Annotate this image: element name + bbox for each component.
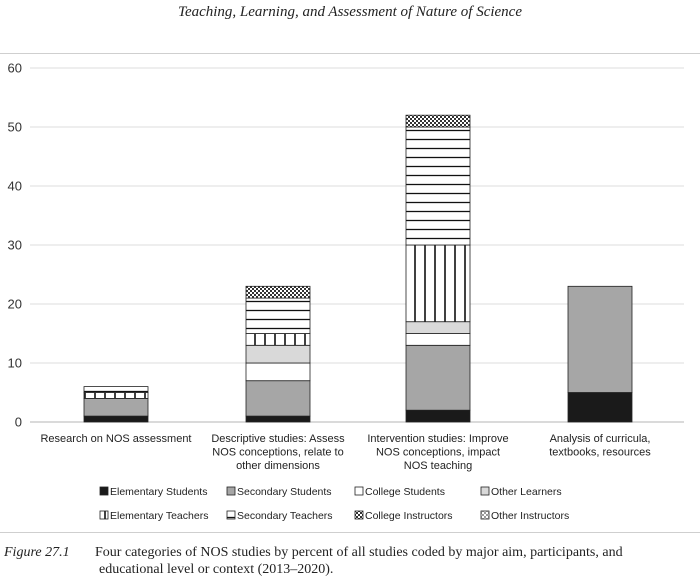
legend-swatch (481, 487, 489, 495)
legend-swatch (227, 487, 235, 495)
bars-layer (84, 115, 632, 422)
legend (100, 486, 569, 522)
legend-swatch (355, 511, 363, 519)
legend-label: College Instructors (365, 510, 453, 522)
legend-label: Elementary Teachers (110, 510, 209, 522)
legend-item (481, 486, 562, 498)
y-tick-label: 10 (7, 355, 22, 371)
legend-label: Secondary Students (237, 486, 332, 498)
bar-segment-college-instructors (406, 115, 470, 127)
category-label: Analysis of curricula, textbooks, resources (549, 433, 651, 459)
bar-segment-other-learners (406, 322, 470, 334)
category-label: Descriptive studies: Assess NOS conceptions, relate to other dimensions (211, 433, 345, 472)
bar-segment-elementary-students (84, 416, 148, 422)
bar-segment-secondary-teachers (406, 127, 470, 245)
legend-item (227, 510, 333, 522)
legend-swatch (481, 511, 489, 519)
legend-swatch (227, 511, 235, 519)
y-tick-label: 50 (7, 119, 22, 135)
legend-label: College Students (365, 486, 445, 498)
bar-segment-secondary-teachers (246, 298, 310, 333)
figure-caption (4, 544, 696, 578)
bar-segment-secondary-students (406, 345, 470, 410)
legend-swatch (355, 487, 363, 495)
bar-segment-elementary-students (406, 410, 470, 422)
bar-segment-college-students (246, 363, 310, 381)
legend-label: Other Learners (491, 486, 562, 498)
bar-segment-secondary-students (246, 381, 310, 416)
legend-swatch (100, 511, 108, 519)
figure-label: Figure 27.1 (4, 545, 70, 560)
category-label: Intervention studies: Improve NOS conceptions, impact NOS teaching (367, 433, 509, 472)
running-head: Teaching, Learning, and Assessment of Nature of Science (177, 4, 522, 20)
legend-item (355, 510, 453, 522)
bar-segment-other-learners (246, 345, 310, 363)
category-label: Research on NOS assessment (40, 433, 192, 445)
bar-segment-elementary-teachers (84, 393, 148, 399)
y-tick-label: 30 (7, 237, 22, 253)
bar-segment-secondary-students (84, 398, 148, 416)
legend-swatch (100, 487, 108, 495)
caption-line-2: educational level or context (2013–2020). (99, 562, 334, 577)
legend-item (100, 510, 208, 522)
bar-segment-college-students (406, 334, 470, 346)
legend-label: Other Instructors (491, 510, 570, 522)
bar-segment-elementary-students (246, 416, 310, 422)
bar-segment-college-instructors (246, 286, 310, 298)
legend-item (355, 486, 445, 498)
bar-segment-elementary-students (568, 393, 632, 423)
y-tick-label: 0 (14, 414, 22, 430)
legend-label: Elementary Students (110, 486, 208, 498)
y-tick-label: 40 (7, 178, 22, 194)
y-tick-label: 60 (7, 60, 22, 76)
legend-label: Secondary Teachers (237, 510, 333, 522)
legend-item (227, 486, 332, 498)
legend-item (100, 486, 207, 498)
bar-segment-elementary-teachers (406, 245, 470, 322)
legend-item (481, 510, 569, 522)
bar-segment-secondary-students (568, 286, 632, 392)
category-labels (40, 433, 651, 472)
y-tick-label: 20 (7, 296, 22, 312)
caption-line-1: Four categories of NOS studies by percent of all studies coded by major aim, participants, and (95, 545, 623, 560)
bar-segment-secondary-teachers (84, 387, 148, 393)
bar-segment-elementary-teachers (246, 334, 310, 346)
